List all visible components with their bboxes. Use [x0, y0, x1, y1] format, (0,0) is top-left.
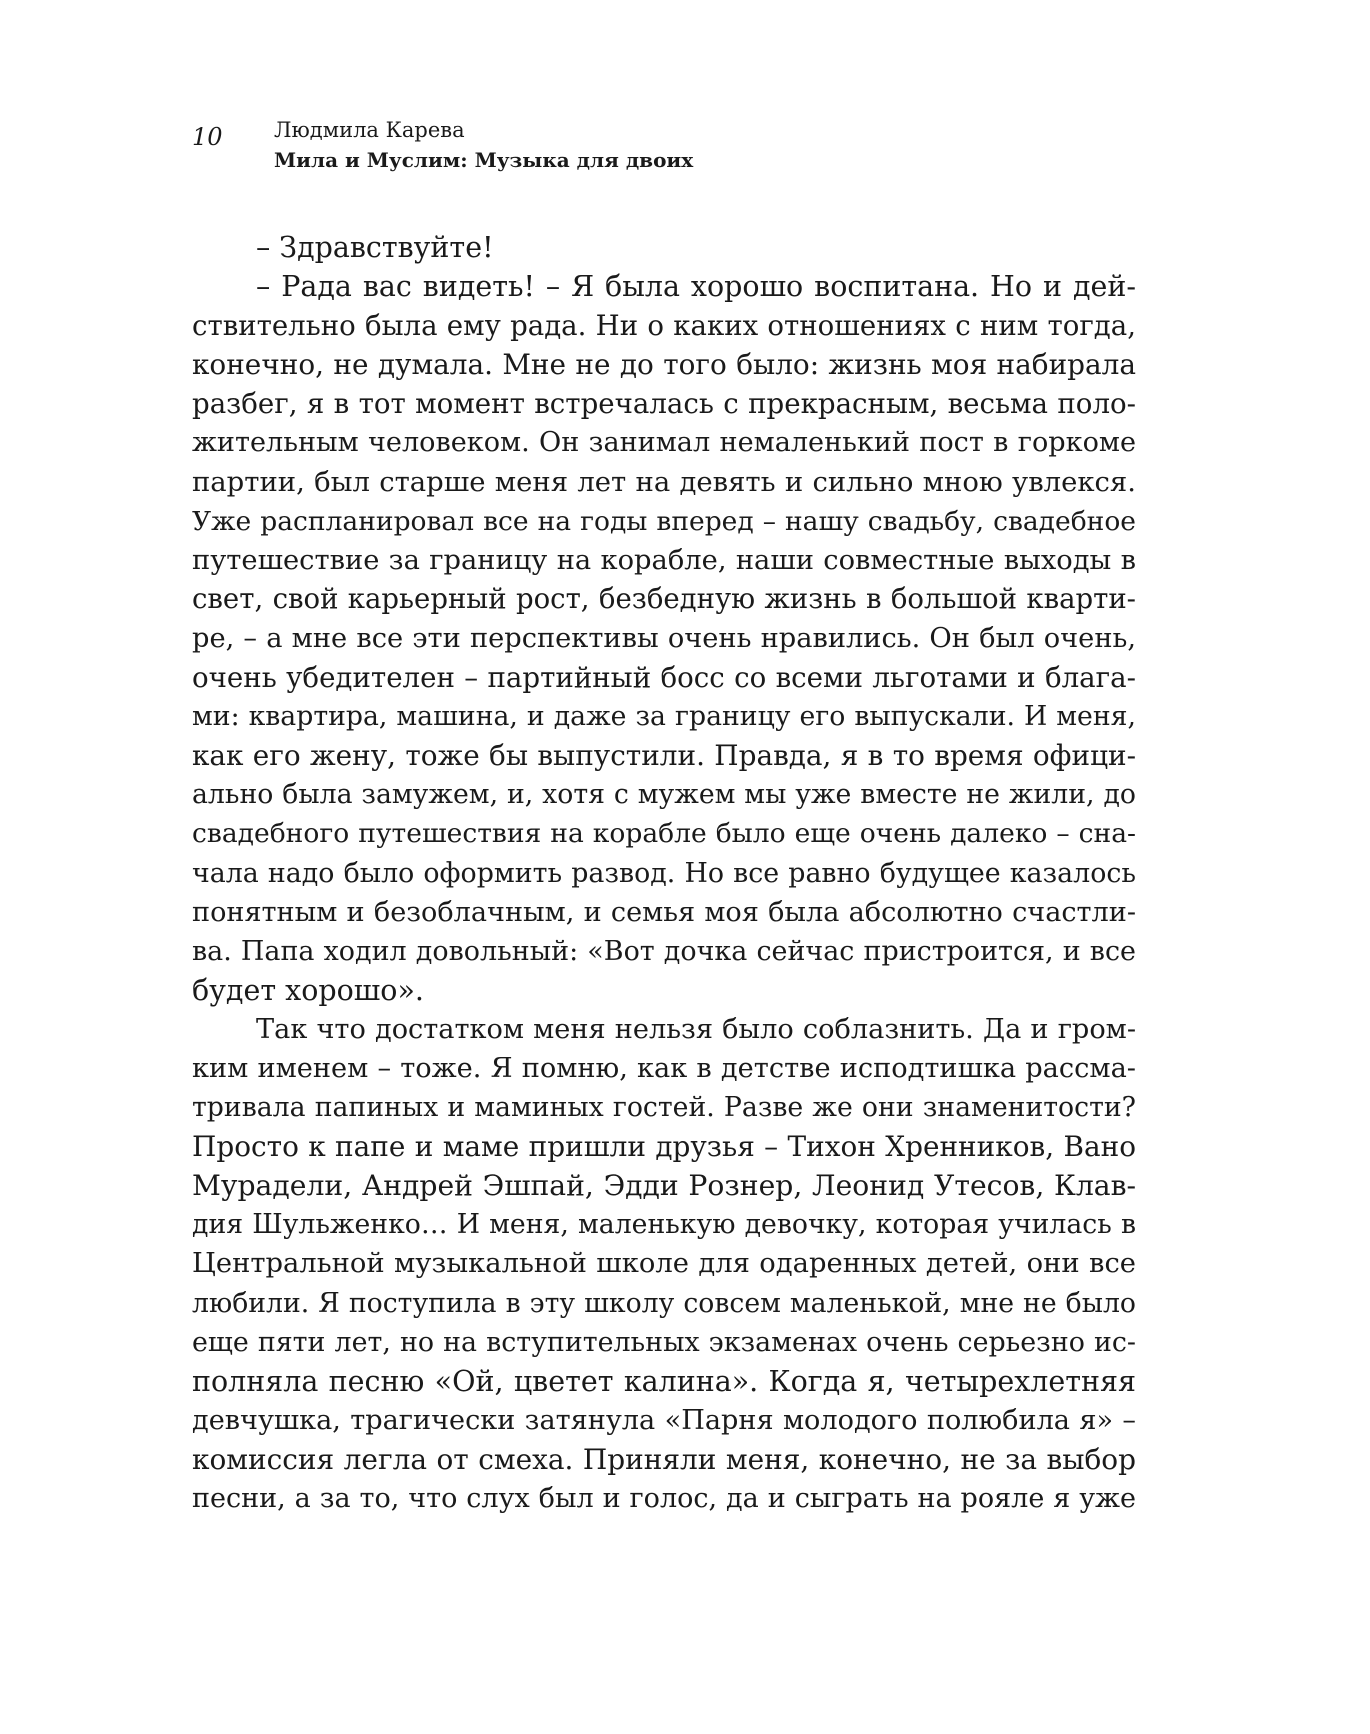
text-line: свадебного путешествия на корабле было еще очень далеко – сна-	[192, 818, 1136, 850]
book-title: Мила и Муслим: Музыка для двоих	[274, 148, 694, 172]
running-head	[274, 115, 693, 175]
text-line: будет хорошо».	[192, 973, 424, 1007]
text-line: ми: квартира, машина, и даже за границу его выпускали. И меня,	[192, 701, 1136, 733]
text-line: Мурадели, Андрей Эшпай, Эдди Рознер, Леонид Утесов, Клав-	[192, 1169, 1136, 1203]
text-line: ре, – а мне все эти перспективы очень нравились. Он был очень,	[192, 622, 1136, 654]
text-line: ким именем – тоже. Я помню, как в детстве исподтишка рассма-	[192, 1052, 1136, 1084]
text-line: ва. Папа ходил довольный: «Вот дочка сейчас пристроится, и все	[192, 935, 1136, 967]
text-line: тривала папиных и маминых гостей. Разве же они знаменитости?	[192, 1092, 1136, 1124]
text-line: ально была замужем, и, хотя с мужем мы уже вместе не жили, до	[192, 779, 1136, 811]
page-header	[192, 115, 1192, 175]
text-line: как его жену, тоже бы выпустили. Правда, я в то время офици-	[192, 739, 1136, 773]
text-line: полняла песню «Ой, цветет калина». Когда я, четырехлетняя	[192, 1364, 1136, 1398]
text-line: очень убедителен – партийный босс со всеми льготами и блага-	[192, 661, 1136, 695]
body-text	[192, 228, 1136, 1518]
page-number: 10	[192, 123, 223, 151]
text-line: жительным человеком. Он занимал немаленький пост в горкоме	[192, 427, 1136, 459]
text-line: еще пяти лет, но на вступительных экзаменах очень серьезно ис-	[192, 1326, 1136, 1358]
text-line: партии, был старше меня лет на девять и сильно мною увлекся.	[192, 465, 1136, 498]
text-line: конечно, не думала. Мне не до того было: жизнь моя набирала	[192, 348, 1136, 382]
text-line: любили. Я поступила в эту школу совсем маленькой, мне не было	[192, 1287, 1136, 1319]
text-line: свет, свой карьерный рост, безбедную жизнь в большой кварти-	[192, 582, 1136, 615]
text-line: – Здравствуйте!	[256, 231, 494, 264]
text-line: ствительно была ему рада. Ни о каких отношениях с ним тогда,	[192, 309, 1136, 343]
text-line: разбег, я в тот момент встречалась с прекрасным, весьма поло-	[192, 387, 1136, 421]
text-line: Просто к папе и маме пришли друзья – Тихон Хренников, Вано	[192, 1130, 1136, 1164]
text-line: девчушка, трагически затянула «Парня молодого полюбила я» –	[192, 1404, 1136, 1436]
author-name: Людмила Карева	[274, 118, 465, 142]
text-line: комиссия легла от смеха. Приняли меня, конечно, не за выбор	[192, 1442, 1136, 1476]
text-line: дия Шульженко… И меня, маленькую девочку, которая училась в	[192, 1209, 1136, 1241]
text-line: Центральной музыкальной школе для одаренных детей, они все	[192, 1248, 1136, 1280]
text-line: путешествие за границу на корабле, наши совместные выходы в	[192, 544, 1136, 576]
text-line: Так что достатком меня нельзя было соблазнить. Да и гром-	[256, 1013, 1136, 1045]
text-line: – Рада вас видеть! – Я была хорошо воспитана. Но и дей-	[256, 270, 1136, 304]
text-line: чала надо было оформить развод. Но все равно будущее казалось	[192, 857, 1136, 889]
text-line: песни, а за то, что слух был и голос, да и сыграть на рояле я уже	[192, 1483, 1136, 1514]
text-line: понятным и безоблачным, и семья моя была абсолютно счастли-	[192, 896, 1136, 928]
text-line: Уже распланировал все на годы вперед – нашу свадьбу, свадебное	[192, 505, 1136, 537]
